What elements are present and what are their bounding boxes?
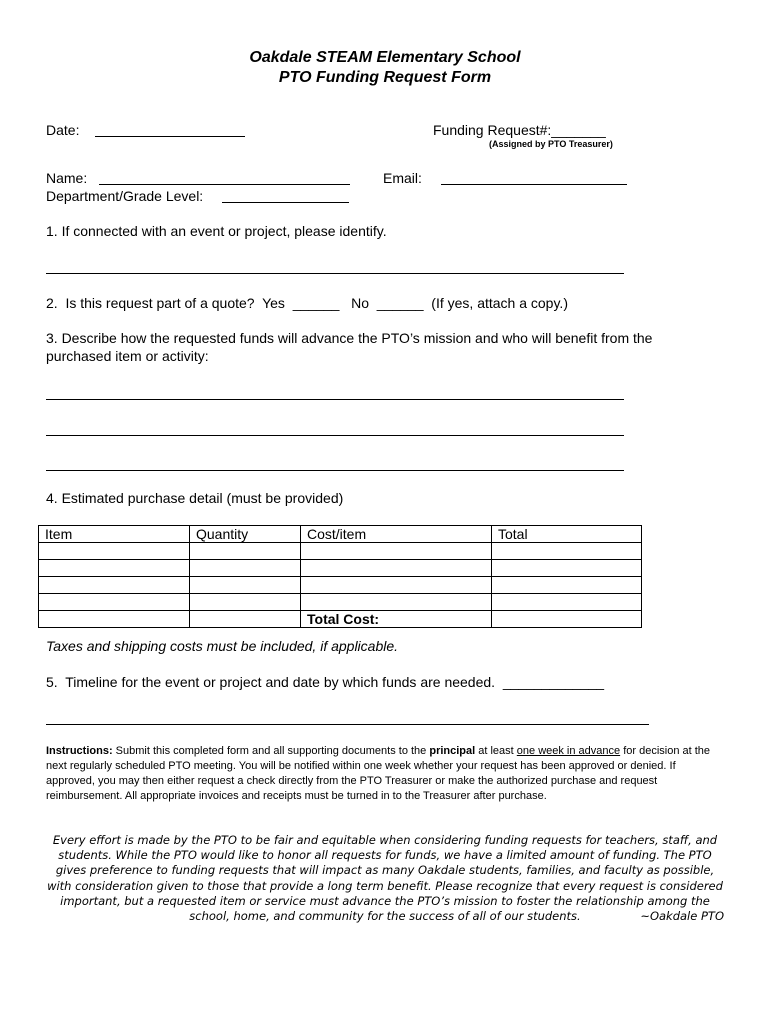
header-item: Item (39, 526, 190, 543)
form-title: PTO Funding Request Form (278, 69, 492, 86)
name-blank[interactable] (99, 184, 350, 185)
question-2-prefix: 2. Is this request part of a quote? Yes (46, 295, 285, 311)
table-cell[interactable] (301, 560, 492, 577)
table-cell[interactable] (190, 594, 301, 611)
question-3-answer-line[interactable] (46, 399, 624, 400)
question-1: 1. If connected with an event or project, please identify. (46, 223, 387, 239)
table-header-row (39, 526, 642, 543)
date-blank[interactable] (95, 136, 245, 137)
question-4: 4. Estimated purchase detail (must be provided) (46, 490, 344, 506)
table-cell[interactable] (492, 560, 642, 577)
header-quantity: Quantity (190, 526, 301, 543)
email-label: Email: (383, 170, 422, 186)
question-5-text: 5. Timeline for the event or project and date by which funds are needed. (46, 674, 496, 690)
table-row (39, 577, 642, 594)
instructions-text: at least (475, 745, 517, 757)
table-row (39, 594, 642, 611)
header-cost-item: Cost/item (301, 526, 492, 543)
question-3-line-1: 3. Describe how the requested funds will advance the PTO’s mission and who will benefit from the (46, 330, 653, 346)
question-5 (46, 674, 604, 690)
department-label: Department/Grade Level: (46, 188, 204, 204)
instructions-label: Instructions: (46, 745, 113, 757)
question-3-answer-line[interactable] (46, 470, 624, 471)
instructions-principal: principal (429, 745, 476, 757)
email-blank[interactable] (441, 184, 627, 185)
total-cost-value[interactable] (492, 611, 642, 628)
table-cell[interactable] (301, 543, 492, 560)
question-5-answer-line[interactable] (46, 724, 649, 725)
question-2-suffix: (If yes, attach a copy.) (431, 295, 568, 311)
name-label: Name: (46, 170, 88, 186)
table-cell[interactable] (39, 543, 190, 560)
policy-signature: ~Oakdale PTO (640, 909, 724, 924)
table-cell[interactable] (190, 543, 301, 560)
question-3-line-2: purchased item or activity: (46, 348, 209, 364)
instructions-text: Submit this completed form and all supporting documents to the (112, 745, 430, 757)
table-cell[interactable] (39, 577, 190, 594)
school-name: Oakdale STEAM Elementary School (249, 49, 521, 66)
header-total: Total (492, 526, 642, 543)
table-cell (190, 611, 301, 628)
table-row (39, 543, 642, 560)
table-cell[interactable] (39, 594, 190, 611)
funding-request-label: Funding Request#:_______ (433, 122, 606, 138)
table-row (39, 560, 642, 577)
question-1-answer-line[interactable] (46, 273, 624, 274)
question-2 (46, 295, 568, 311)
instructions (46, 744, 726, 804)
policy-text: Every effort is made by the PTO to be fair and equitable when considering funding requests for teachers, staff, and students. While the PTO would like to honor all requests for funds, we have a limited amount of funding. The PTO gives preference to funding requests that will impact as many Oakdale students, families, and faculty as possible, with consideration given to those that provide a long term benefit. Please recognize that every request is considered important, but a requested item or service must advance the PTO’s mission to foster the relationship among the school, home, and community for the success of all of our students. (47, 833, 723, 924)
total-cost-row (39, 611, 642, 628)
table-cell[interactable] (39, 560, 190, 577)
purchase-detail-table (38, 525, 642, 628)
no-blank[interactable]: ______ (376, 295, 424, 311)
tax-note: Taxes and shipping costs must be included, if applicable. (46, 638, 399, 654)
instructions-deadline: one week in advance (516, 745, 621, 757)
table-cell[interactable] (301, 594, 492, 611)
funding-request-note: (Assigned by PTO Treasurer) (489, 139, 613, 149)
table-cell (39, 611, 190, 628)
question-3-answer-line[interactable] (46, 435, 624, 436)
table-cell[interactable] (492, 543, 642, 560)
table-cell[interactable] (492, 594, 642, 611)
table-cell[interactable] (190, 560, 301, 577)
yes-blank[interactable]: ______ (292, 295, 340, 311)
date-label: Date: (46, 122, 80, 138)
table-cell[interactable] (492, 577, 642, 594)
total-cost-label: Total Cost: (301, 611, 492, 628)
no-label: No (351, 295, 370, 311)
instructions-text: for decision at the next regularly scheduled PTO meeting. You will be notified within one week whether your request has been approved or denied. If approved, you may then either request a check directly from the PTO Treasurer or make the authorized purchase and request reimbursement. All appropriate invoices and receipts must be turned in to the Treasurer after purchase. (46, 745, 711, 802)
question-5-blank[interactable]: _____________ (502, 674, 605, 690)
table-cell[interactable] (301, 577, 492, 594)
table-cell[interactable] (190, 577, 301, 594)
policy-statement (46, 833, 724, 924)
department-blank[interactable] (222, 202, 349, 203)
